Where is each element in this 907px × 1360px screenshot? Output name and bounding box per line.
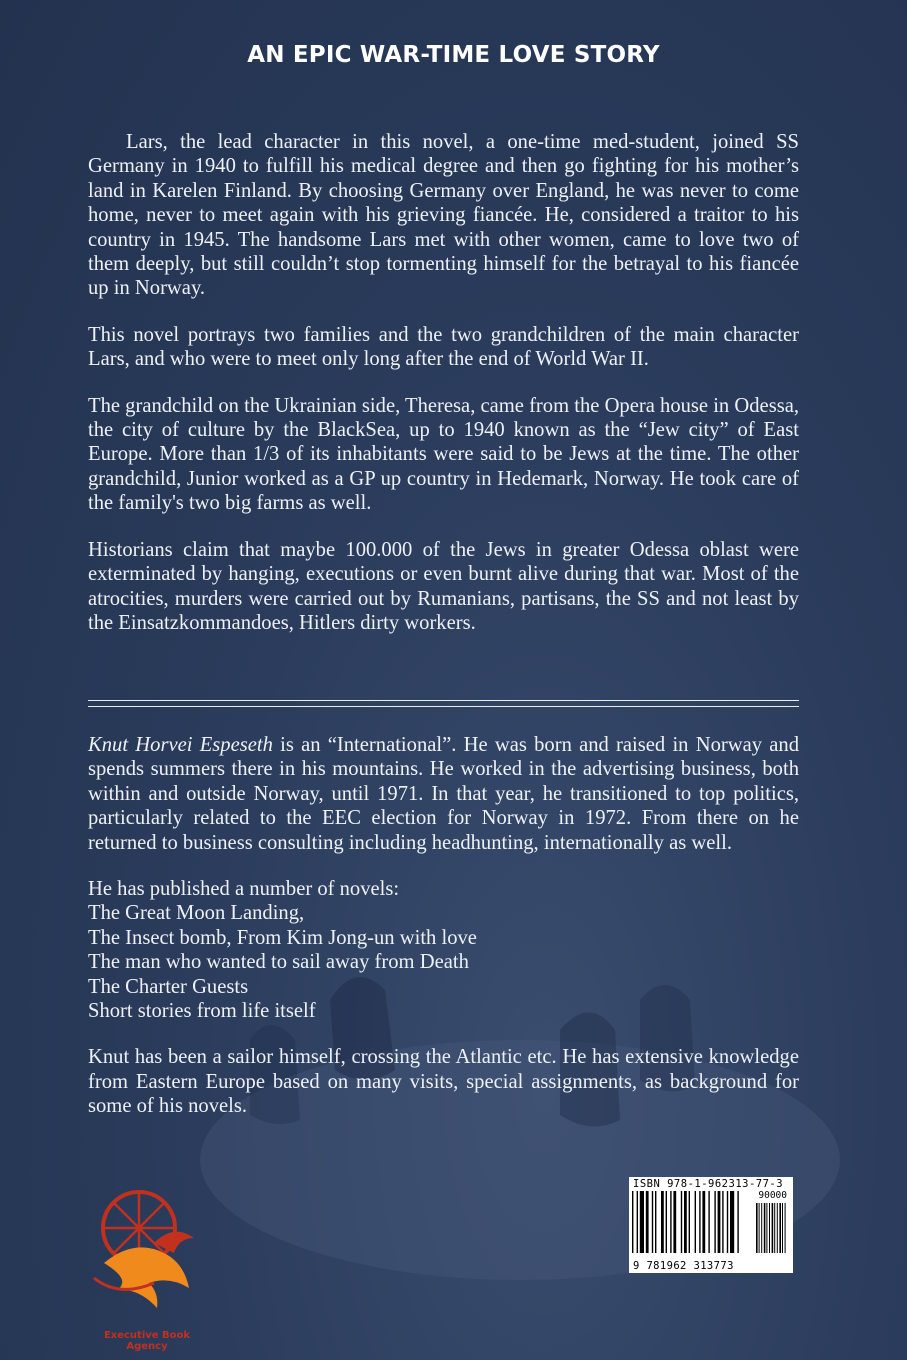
synopsis-paragraph: Lars, the lead character in this novel, a one-time med-student, joined SS Germany in 1940 to fulfill his medical degree and then go fighting for his mother’s land in Karelen Finland. By choosing Germany over England, he was never to come home, never to meet again with his grieving fiancée. He, considered a traitor to his country in 1945. The handsome Lars met with other women, came to love two of them deeply, but still couldn’t stop tormenting himself for the betrayal to his fiancée up in Norway. (88, 131, 799, 300)
barcode-bar (695, 1191, 696, 1253)
barcode-bar (722, 1191, 723, 1253)
barcode-addon-bar (769, 1203, 770, 1253)
barcode-bar (681, 1191, 682, 1253)
barcode-addon-bar (761, 1203, 762, 1253)
barcode-addon-bar (756, 1203, 758, 1253)
barcode-addon-bar (785, 1203, 786, 1253)
barcode-addon-bar (777, 1203, 778, 1253)
barcode-bar (702, 1191, 705, 1253)
barcode-bar (661, 1191, 664, 1253)
novels-list (88, 901, 799, 1023)
novel-title: The man who wanted to sail away from Death (88, 951, 469, 974)
bio-intro-text: is an “International”. He was born and raised in Norway and spends summers there in his mountains. He worked in the advertising business, both within and outside Norway, until 1971. In that year, he transitioned to top politics, particularly related to the EEC election for Norway in 1972. From there on he returned to business consulting including headhunting, internationally as well. (88, 734, 799, 854)
novel-title: Short stories from life itself (88, 1000, 316, 1023)
publisher-logo (84, 1168, 214, 1348)
barcode-bar (632, 1191, 633, 1253)
barcode-bar (640, 1191, 644, 1253)
novel-title: The Great Moon Landing, (88, 902, 305, 925)
barcode-bars (632, 1191, 790, 1259)
barcode-bar (708, 1191, 709, 1253)
barcode-bar (646, 1191, 649, 1253)
isbn-barcode (629, 1177, 793, 1273)
barcode-bar (727, 1191, 728, 1253)
bio-intro (88, 733, 799, 855)
barcode-bar (684, 1191, 687, 1253)
barcode-bar (737, 1191, 738, 1253)
barcode-bar (718, 1191, 721, 1253)
barcode-digits: 9 781962 313773 (633, 1260, 734, 1272)
barcode-bar (670, 1191, 671, 1253)
isbn-label: ISBN 978-1-962313-77-3 (633, 1178, 784, 1190)
barcode-bar (652, 1191, 653, 1253)
barcode-bar (637, 1191, 638, 1253)
barcode-addon-bar (764, 1203, 766, 1253)
cover-headline: AN EPIC WAR-TIME LOVE STORY (247, 42, 660, 68)
price-addon: 90000 (758, 1190, 787, 1201)
novels-intro: He has published a number of novels: (88, 878, 400, 901)
author-bio (88, 733, 799, 1141)
synopsis-paragraph: Historians claim that maybe 100.000 of the Jews in greater Odessa oblast were exterminated by hanging, executions or even burnt alive during that war. Most of the atrocities, murders were carried out by Rumanians, partisans, the SS and not least by the Einsatzkommandoes, Hitlers dirty workers. (88, 538, 799, 634)
publisher-name: Executive Book Agency (103, 1330, 191, 1352)
barcode-bar (673, 1191, 676, 1253)
barcode-bar (655, 1191, 656, 1253)
barcode-addon-bar (779, 1203, 781, 1253)
barcode-bar (699, 1191, 700, 1253)
barcode-bar (666, 1191, 667, 1253)
barcode-bar (714, 1191, 715, 1253)
barcode-addon-bar (782, 1203, 783, 1253)
barcode-addon-bar (759, 1203, 760, 1253)
synopsis-paragraph: This novel portrays two families and the two grandchildren of the main character Lars, and who were to meet only long after the end of World War II. (88, 323, 799, 371)
section-divider (88, 700, 799, 707)
author-name: Knut Horvei Espeseth (88, 734, 273, 756)
synopsis (88, 130, 799, 657)
barcode-addon-bar (766, 1203, 767, 1253)
barcode-bar (730, 1191, 734, 1253)
bio-closing: Knut has been a sailor himself, crossing the Atlantic etc. He has extensive knowledge from Eastern Europe based on many visits, special assignments, as background for some of his novels. (88, 1046, 799, 1118)
barcode-bar (689, 1191, 690, 1253)
synopsis-paragraph: The grandchild on the Ukrainian side, Theresa, came from the Opera house in Odessa, the city of culture by the BlackSea, up to 1940 known as the “Jew city” of East Europe. More than 1/3 of its inhabitants were said to be Jews at the time. The other grandchild, Junior worked as a GP up country in Hedemark, Norway. He took care of the family's two big farms as well. (88, 394, 800, 515)
barcode-addon-bar (772, 1203, 774, 1253)
novel-title: The Insect bomb, From Kim Jong-un with love (88, 926, 477, 949)
novel-title: The Charter Guests (88, 975, 249, 998)
barcode-addon-bar (774, 1203, 775, 1253)
